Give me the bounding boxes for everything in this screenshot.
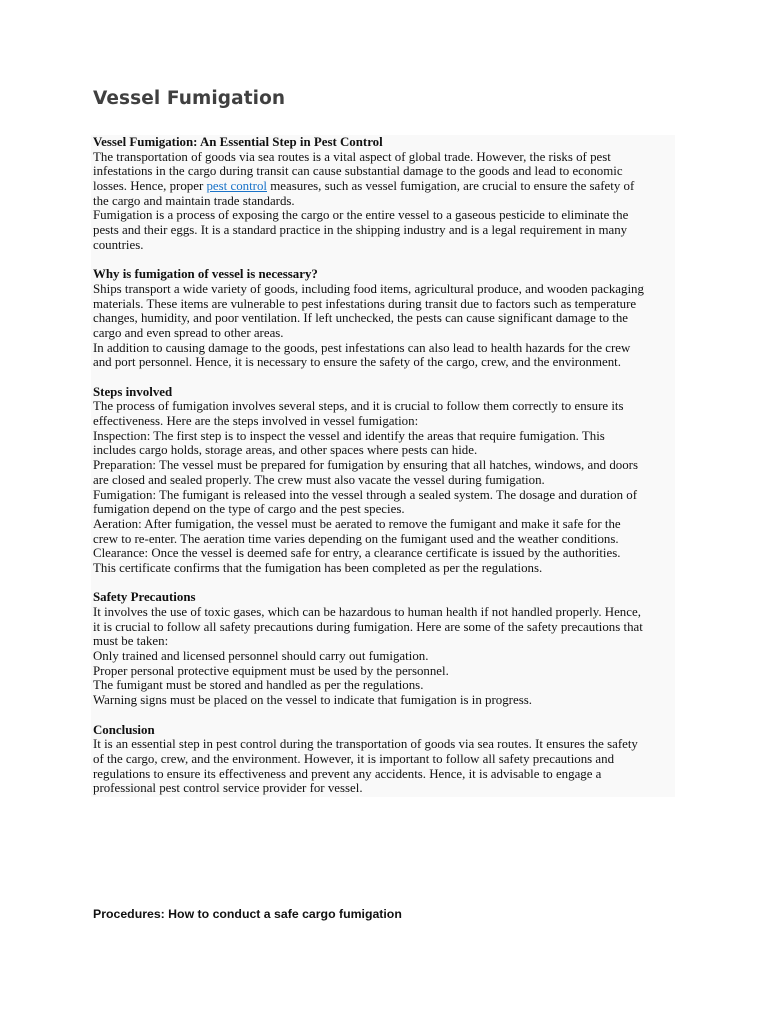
paragraph-line: The process of fumigation involves several steps, and it is crucial to follow them correctly to ensure its [93, 399, 624, 414]
paragraph-line: It is an essential step in pest control during the transportation of goods via sea routes. It ensures the safety [93, 737, 638, 752]
paragraph-line: professional pest control service provider for vessel. [93, 781, 363, 796]
section-heading: Why is fumigation of vessel is necessary? [93, 267, 318, 282]
paragraph-line: Preparation: The vessel must be prepared for fumigation by ensuring that all hatches, windows, and doors [93, 458, 638, 473]
paragraph-line: Fumigation: The fumigant is released into the vessel through a sealed system. The dosage and duration of [93, 487, 638, 502]
paragraph-spacer [93, 253, 675, 268]
paragraph-line: crew to re-enter. The aeration time varies depending on the fumigant used and the weather conditions. [93, 531, 619, 546]
paragraph-line: regulations to ensure its effectiveness and prevent any accidents. Hence, it is advisable to engage a [93, 766, 602, 781]
procedures-heading: Procedures: How to conduct a safe cargo fumigation [93, 907, 402, 921]
paragraph-line: the cargo and maintain trade standards. [93, 193, 295, 208]
paragraph-line: Warning signs must be placed on the vessel to indicate that fumigation is in progress. [93, 693, 532, 708]
section-heading: Conclusion [93, 722, 155, 737]
paragraph-line: and port personnel. Hence, it is necessary to ensure the safety of the cargo, crew, and the environment. [93, 355, 621, 370]
pest-control-link[interactable]: pest control [206, 179, 267, 194]
paragraph-spacer [93, 370, 675, 385]
paragraph-line: In addition to causing damage to the goods, pest infestations can also lead to health hazards for the crew [93, 340, 631, 355]
paragraph-line: it is crucial to follow all safety precautions during fumigation. Here are some of the safety precautions that [93, 619, 643, 634]
paragraph-spacer [93, 576, 675, 591]
paragraph-line: countries. [93, 237, 144, 252]
section-heading: Vessel Fumigation: An Essential Step in Pest Control [93, 135, 383, 149]
paragraph-spacer [93, 708, 675, 723]
paragraph-line: Proper personal protective equipment must be used by the personnel. [93, 663, 449, 678]
line-text-before-link: losses. Hence, proper [93, 179, 207, 194]
paragraph-line: are closed and sealed properly. The crew must also vacate the vessel during fumigation. [93, 472, 545, 487]
paragraph-line: fumigation depend on the type of cargo and the pest species. [93, 502, 405, 517]
paragraph-line [93, 179, 675, 194]
paragraph-line: The transportation of goods via sea routes is a vital aspect of global trade. However, the risks of pest [93, 149, 611, 164]
line-text-after-link: measures, such as vessel fumigation, are crucial to ensure the safety of [267, 179, 635, 194]
paragraph-line: This certificate confirms that the fumigation has been completed as per the regulations. [93, 560, 543, 575]
paragraph-line: Inspection: The first step is to inspect the vessel and identify the areas that require fumigation. This [93, 428, 605, 443]
paragraph-line: Fumigation is a process of exposing the cargo or the entire vessel to a gaseous pesticide to eliminate the [93, 208, 629, 223]
paragraph-line: Clearance: Once the vessel is deemed safe for entry, a clearance certificate is issued by the authorities. [93, 546, 621, 561]
paragraph-line: It involves the use of toxic gases, which can be hazardous to human health if not handled properly. Hence, [93, 605, 641, 619]
paragraph-line: Aeration: After fumigation, the vessel must be aerated to remove the fumigant and make it safe for the [93, 516, 621, 531]
paragraph-line: Only trained and licensed personnel should carry out fumigation. [93, 649, 429, 664]
paragraph-line: includes cargo holds, storage areas, and other spaces where pests can hide. [93, 443, 478, 458]
paragraph-line: of the cargo, crew, and the environment. However, it is important to follow all safety precautions and [93, 751, 615, 766]
paragraph-line: changes, humidity, and poor ventilation. If left unchecked, the pests can cause significant damage to the [93, 311, 629, 326]
paragraph-line: materials. These items are vulnerable to pest infestations during transit due to factors such as temperature [93, 296, 637, 311]
paragraph-line: infestations in the cargo during transit can cause substantial damage to the goods and lead to economic [93, 164, 623, 179]
paragraph-line: Ships transport a wide variety of goods, including food items, agricultural produce, and wooden packaging [93, 281, 644, 296]
paragraph-line: must be taken: [93, 634, 169, 649]
paragraph-line: effectiveness. Here are the steps involved in vessel fumigation: [93, 414, 419, 429]
paragraph-line: pests and their eggs. It is a standard practice in the shipping industry and is a legal requirement in many [93, 223, 628, 238]
paragraph-line: The fumigant must be stored and handled as per the regulations. [93, 678, 424, 693]
section-heading: Steps involved [93, 384, 173, 399]
paragraph-line: cargo and even spread to other areas. [93, 325, 284, 340]
section-heading: Safety Precautions [93, 590, 196, 605]
article-body [91, 135, 675, 797]
page-title: Vessel Fumigation [93, 88, 286, 109]
